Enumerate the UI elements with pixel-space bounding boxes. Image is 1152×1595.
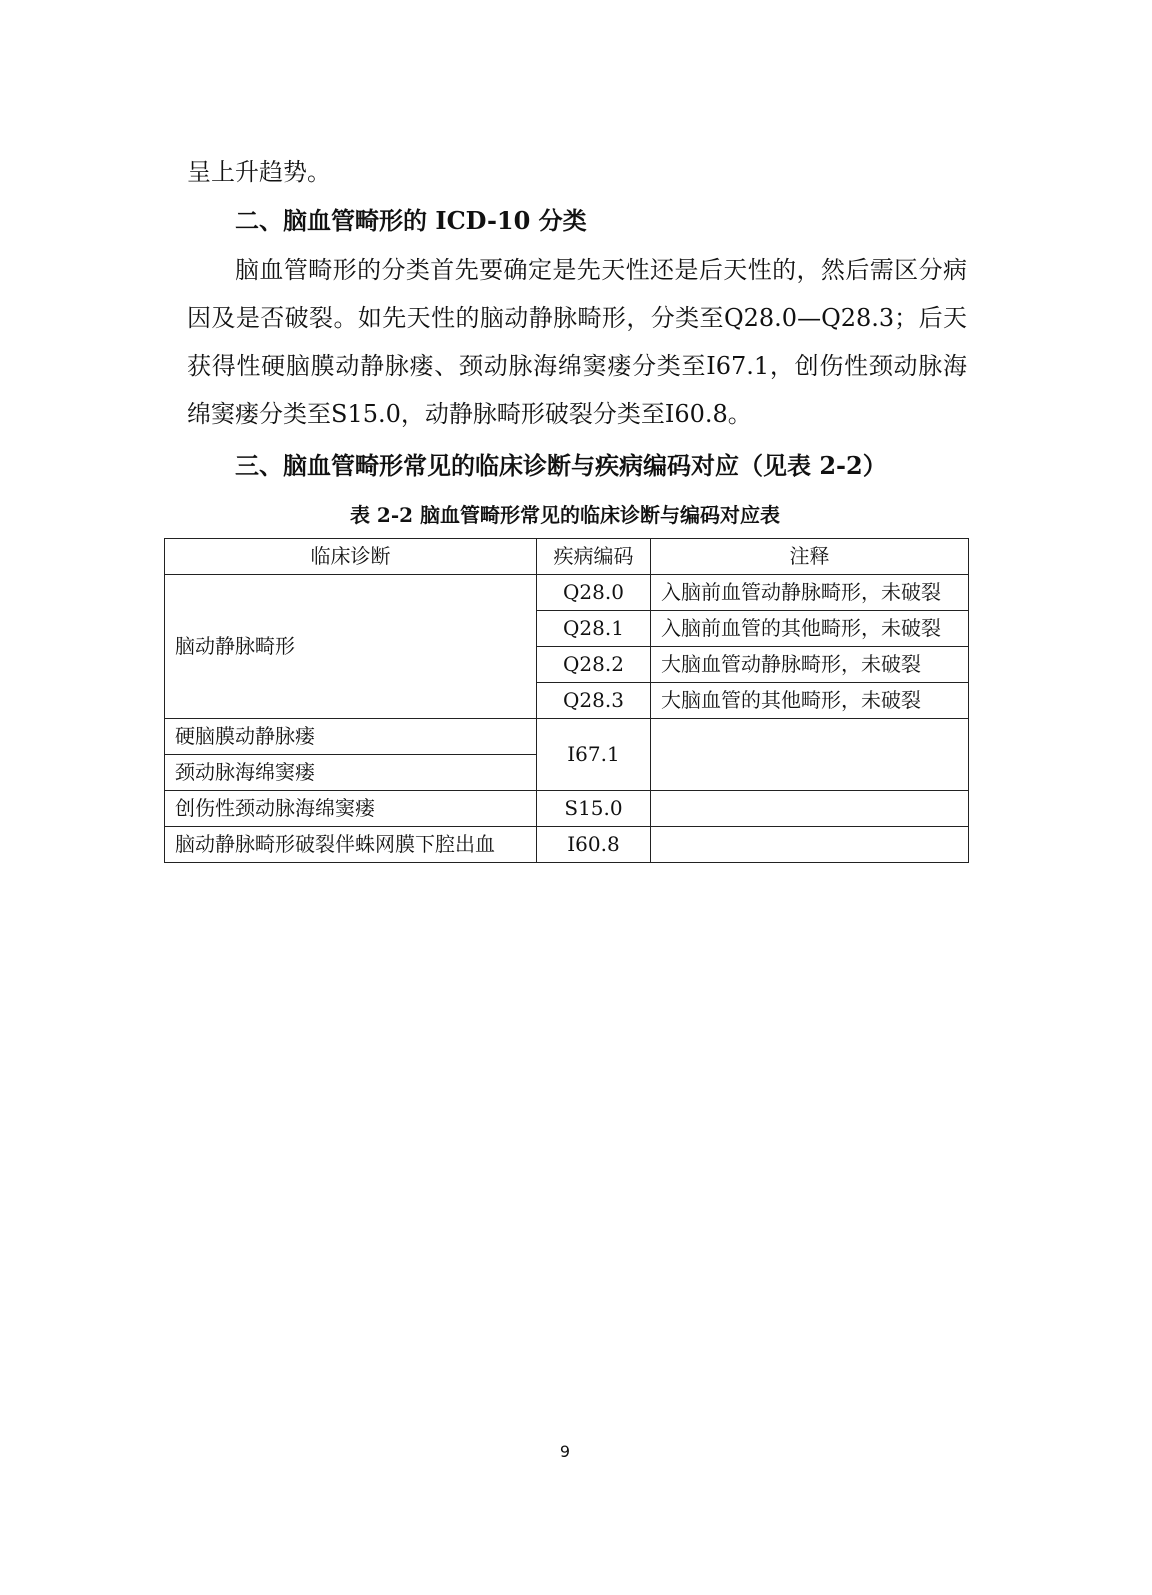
table-caption: 表 2-2 脑血管畸形常见的临床诊断与编码对应表	[349, 503, 781, 527]
note-cell: 入脑前血管的其他畸形，未破裂	[651, 611, 969, 647]
code-cell: Q28.3	[537, 683, 651, 719]
code-cell: I60.8	[537, 827, 651, 863]
note-cell: 大脑血管动静脉畸形，未破裂	[651, 647, 969, 683]
code-cell: I67.1	[537, 719, 651, 791]
table-header-row	[165, 539, 969, 575]
diagnosis-code-table	[164, 538, 969, 863]
table-row	[165, 719, 969, 755]
table-row	[165, 827, 969, 863]
code-cell: S15.0	[537, 791, 651, 827]
paragraph-continuation: 呈上升趋势。	[187, 158, 331, 186]
section-heading-icd10-classification: 二、脑血管畸形的 ICD-10 分类	[235, 206, 587, 235]
note-cell: 大脑血管的其他畸形，未破裂	[651, 683, 969, 719]
header-diagnosis: 临床诊断	[165, 539, 537, 575]
note-cell	[651, 827, 969, 863]
page-number: 9	[559, 1442, 571, 1461]
note-cell	[651, 719, 969, 791]
diagnosis-cell: 脑动静脉畸形破裂伴蛛网膜下腔出血	[165, 827, 537, 863]
diagnosis-cell: 脑动静脉畸形	[165, 575, 537, 719]
header-note: 注释	[651, 539, 969, 575]
diagnosis-cell: 创伤性颈动脉海绵窦瘘	[165, 791, 537, 827]
note-cell: 入脑前血管动静脉畸形，未破裂	[651, 575, 969, 611]
code-cell: Q28.1	[537, 611, 651, 647]
diagnosis-cell: 颈动脉海绵窦瘘	[165, 755, 537, 791]
classification-paragraph: 脑血管畸形的分类首先要确定是先天性还是后天性的，然后需区分病因及是否破裂。如先天性的脑动静脉畸形，分类至Q28.0—Q28.3；后天获得性硬脑膜动静脉瘘、颈动脉海绵窦瘘分类至I67.1，创伤性颈动脉海绵窦瘘分类至S15.0，动静脉畸形破裂分类至I60.8。	[187, 256, 967, 428]
header-code: 疾病编码	[537, 539, 651, 575]
table-row	[165, 791, 969, 827]
diagnosis-cell: 硬脑膜动静脉瘘	[165, 719, 537, 755]
code-cell: Q28.2	[537, 647, 651, 683]
code-cell: Q28.0	[537, 575, 651, 611]
section-heading-diagnosis-coding: 三、脑血管畸形常见的临床诊断与疾病编码对应（见表 2-2）	[235, 451, 887, 480]
note-cell	[651, 791, 969, 827]
table-row	[165, 575, 969, 611]
